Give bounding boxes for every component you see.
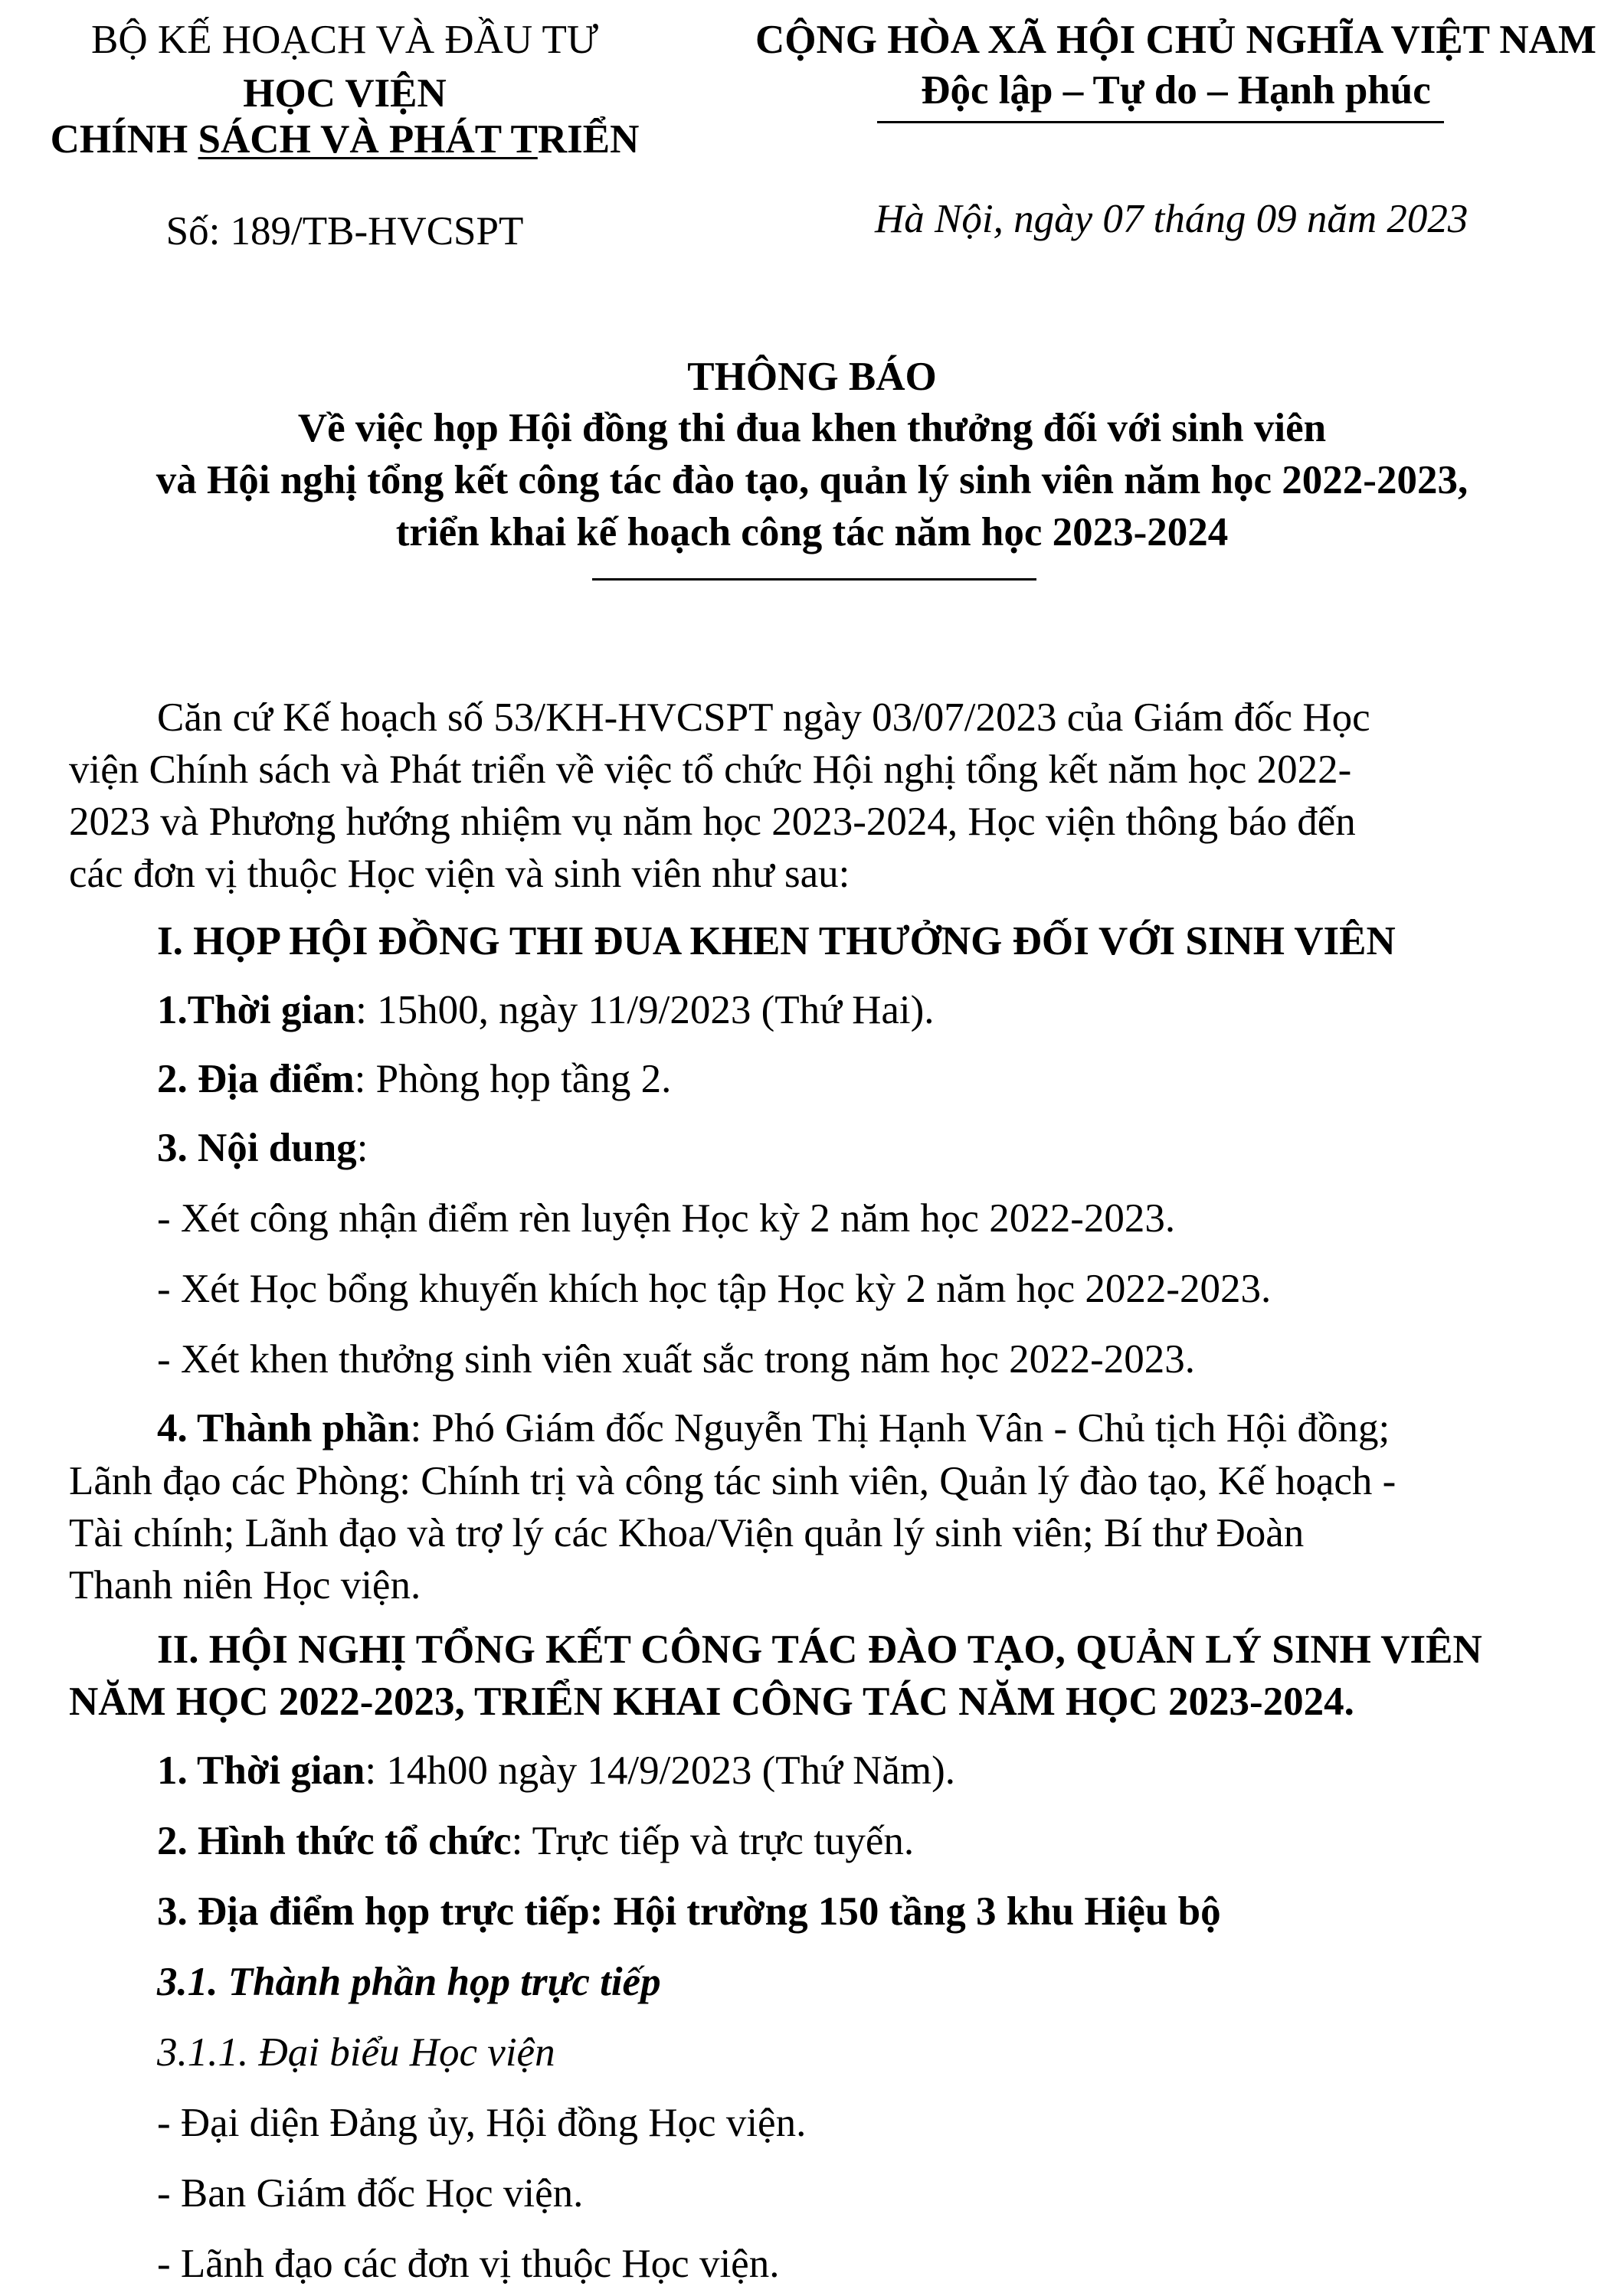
intro-line: Căn cứ Kế hoạch số 53/KH-HVCSPT ngày 03/07/2023 của Giám đốc Học [157, 695, 1370, 740]
notice-subject-line1: Về việc họp Hội đồng thi đua khen thưởng đối với sinh viên [297, 406, 1327, 450]
section-2-form-label: 2. Hình thức tổ chức [157, 1819, 512, 1863]
section-1-time-label: 1.Thời gian [157, 988, 356, 1032]
section-2-time-label: 1. Thời gian [157, 1748, 365, 1793]
section-1-place-value: : Phòng họp tầng 2. [354, 1057, 672, 1101]
section-2-form-value: : Trực tiếp và trực tuyến. [511, 1819, 915, 1863]
republic-name: CỘNG HÒA XÃ HỘI CHỦ NGHĨA VIỆT NAM [755, 18, 1596, 62]
list-item: - Xét công nhận điểm rèn luyện Học kỳ 2 năm học 2022-2023. [157, 1196, 1176, 1241]
section-2-venue: 3. Địa điểm họp trực tiếp: Hội trường 150 tầng 3 khu Hiệu bộ [157, 1889, 1221, 1934]
section-1-place [157, 1053, 671, 1106]
section-2-heading-line1: II. HỘI NGHỊ TỔNG KẾT CÔNG TÁC ĐÀO TẠO, QUẢN LÝ SINH VIÊN [157, 1627, 1482, 1672]
academy-name-part3: RIỂN [537, 117, 640, 162]
section-1-content-label: 3. Nội dung [157, 1126, 357, 1170]
ministry-name: BỘ KẾ HOẠCH VÀ ĐẦU TƯ [91, 18, 598, 62]
section-1-members-line4: Thanh niên Học viện. [69, 1563, 421, 1608]
section-1-heading: I. HỌP HỘI ĐỒNG THI ĐUA KHEN THƯỞNG ĐỐI VỚI SINH VIÊN [157, 919, 1396, 963]
section-1-content [157, 1122, 368, 1175]
section-2-form [157, 1815, 914, 1868]
section-1-members [157, 1402, 1555, 1455]
list-item: - Xét khen thưởng sinh viên xuất sắc trong năm học 2022-2023. [157, 1337, 1195, 1382]
section-1-members-label: 4. Thành phần [157, 1406, 411, 1451]
section-1-members-line1: : Phó Giám đốc Nguyễn Thị Hạnh Vân - Chủ tịch Hội đồng; [410, 1406, 1390, 1451]
document-number: Số: 189/TB-HVCSPT [165, 209, 524, 253]
section-2-heading-line2: NĂM HỌC 2022-2023, TRIỂN KHAI CÔNG TÁC NĂM HỌC 2023-2024. [69, 1679, 1354, 1724]
section-1-time-value: : 15h00, ngày 11/9/2023 (Thứ Hai). [355, 988, 935, 1032]
motto-underline [877, 121, 1444, 123]
academy-name-line2 [15, 113, 674, 166]
academy-name-underlined: SÁCH VÀ PHÁT T [198, 117, 538, 162]
intro-line: các đơn vị thuộc Học viện và sinh viên như sau: [69, 852, 850, 896]
notice-subject-line3: triển khai kế hoạch công tác năm học 2023-2024 [395, 510, 1229, 554]
list-item: - Xét Học bổng khuyến khích học tập Học kỳ 2 năm học 2022-2023. [157, 1267, 1272, 1311]
section-1-time [157, 984, 935, 1037]
intro-line: 2023 và Phương hướng nhiệm vụ năm học 2023-2024, Học viện thông báo đến [69, 800, 1356, 844]
intro-line: viện Chính sách và Phát triển về việc tổ chức Hội nghị tổng kết năm học 2022- [69, 747, 1352, 792]
academy-name-part1: CHÍNH [50, 117, 198, 162]
national-motto: Độc lập – Tự do – Hạnh phúc [921, 68, 1431, 113]
title-rule [592, 578, 1036, 581]
notice-title: THÔNG BÁO [687, 355, 937, 399]
date-line: Hà Nội, ngày 07 tháng 09 năm 2023 [875, 197, 1468, 241]
section-1-members-line2: Lãnh đạo các Phòng: Chính trị và công tác sinh viên, Quản lý đào tạo, Kế hoạch - [69, 1459, 1396, 1503]
list-item: - Ban Giám đốc Học viện. [157, 2171, 584, 2216]
section-2-subheading: 3.1. Thành phần họp trực tiếp [157, 1960, 661, 2004]
list-item: - Lãnh đạo các đơn vị thuộc Học viện. [157, 2242, 780, 2286]
notice-subject-line2: và Hội nghị tổng kết công tác đào tạo, quản lý sinh viên năm học 2022-2023, [156, 458, 1468, 502]
section-1-place-label: 2. Địa điểm [157, 1057, 355, 1101]
section-2-subsubheading: 3.1.1. Đại biểu Học viện [157, 2030, 555, 2075]
section-2-time-value: : 14h00 ngày 14/9/2023 (Thứ Năm). [365, 1748, 956, 1793]
section-1-members-line3: Tài chính; Lãnh đạo và trợ lý các Khoa/Viện quản lý sinh viên; Bí thư Đoàn [69, 1511, 1305, 1555]
section-2-time [157, 1745, 955, 1797]
section-1-content-colon: : [356, 1126, 368, 1170]
list-item: - Đại diện Đảng ủy, Hội đồng Học viện. [157, 2101, 807, 2145]
academy-name-line1: HỌC VIỆN [243, 71, 447, 116]
